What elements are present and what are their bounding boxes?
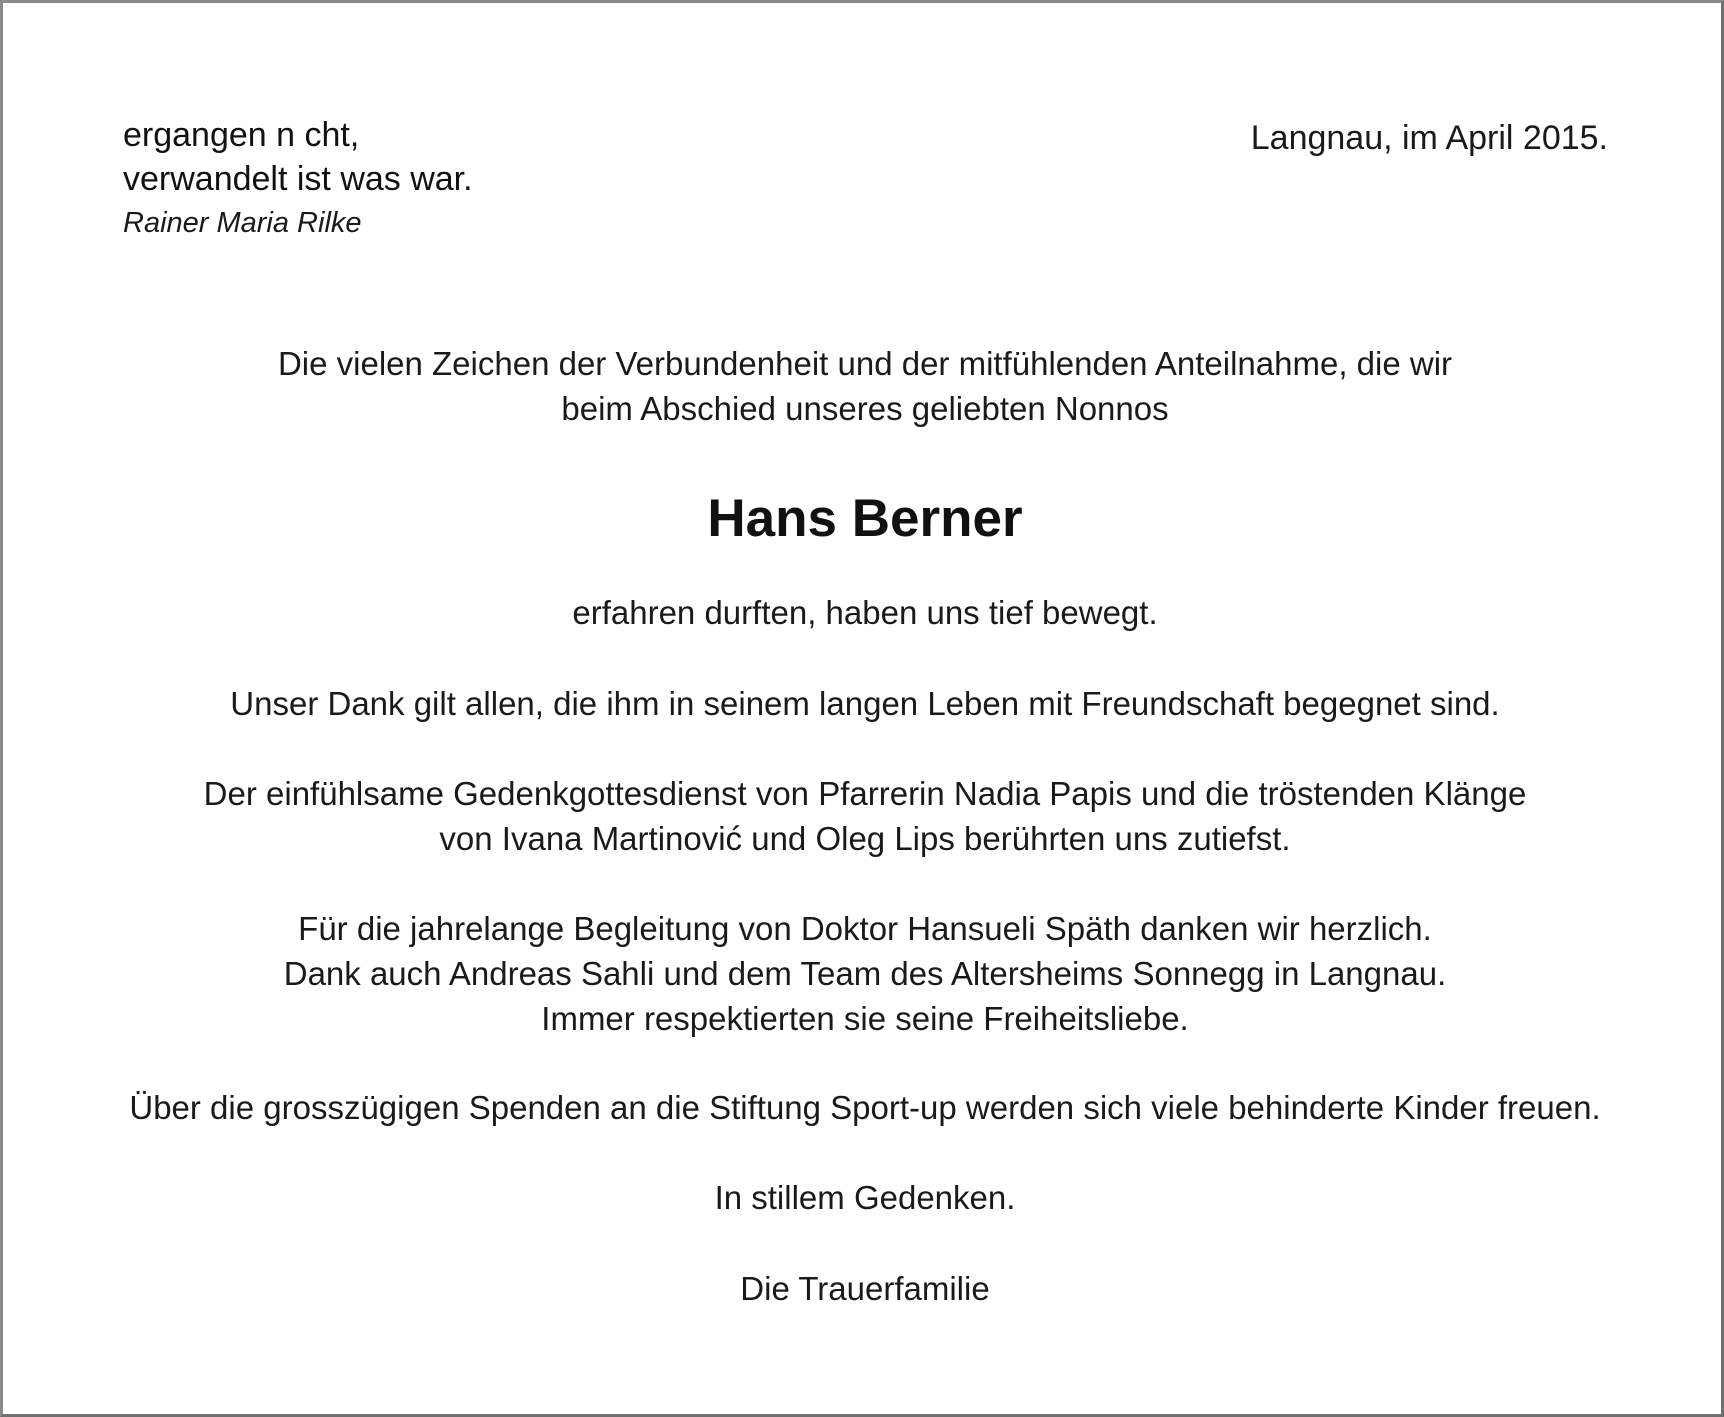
motto-author: Rainer Maria Rilke xyxy=(123,207,362,239)
care-line-3: Immer respektierten sie seine Freiheitsliebe. xyxy=(541,1000,1189,1037)
donations-paragraph xyxy=(3,1085,1724,1130)
intro-line-1: Die vielen Zeichen der Verbundenheit und der mitfühlenden Anteilnahme, die wir xyxy=(277,345,1453,382)
intro-line-2: beim Abschied unseres geliebten Nonnos xyxy=(561,390,1169,427)
care-line-2: Dank auch Andreas Sahli und dem Team des Altersheims Sonnegg in Langnau. xyxy=(283,955,1447,992)
service-paragraph xyxy=(3,771,1724,861)
signature-line: Die Trauerfamilie xyxy=(740,1270,990,1307)
after-name-paragraph xyxy=(3,590,1724,635)
deceased-name-block xyxy=(3,487,1724,551)
motto-line-1: ergangen n cht, xyxy=(123,116,360,154)
place-date: Langnau, im April 2015. xyxy=(1250,119,1608,157)
thanks-friends-line: Unser Dank gilt allen, die ihm in seinem langen Leben mit Freundschaft begegnet sind. xyxy=(230,685,1500,722)
thanks-friends-paragraph xyxy=(3,681,1724,726)
motto-quote xyxy=(123,113,683,243)
service-line-2: von Ivana Martinović und Oleg Lips berührten uns zutiefst. xyxy=(439,820,1291,857)
motto-line-2: verwandelt ist was war. xyxy=(123,160,473,198)
signature-paragraph xyxy=(3,1266,1724,1311)
service-line-1: Der einfühlsame Gedenkgottesdienst von Pfarrerin Nadia Papis und die tröstenden Klänge xyxy=(203,775,1527,812)
care-paragraph xyxy=(3,906,1724,1041)
after-name-line: erfahren durften, haben uns tief bewegt. xyxy=(572,594,1158,631)
donations-line: Über die grosszügigen Spenden an die Stiftung Sport-up werden sich viele behinderte Kinder freuen. xyxy=(129,1089,1601,1126)
care-line-1: Für die jahrelange Begleitung von Doktor Hansueli Späth danken wir herzlich. xyxy=(298,910,1432,947)
intro-paragraph xyxy=(3,341,1724,431)
closing-paragraph xyxy=(3,1175,1724,1220)
closing-line: In stillem Gedenken. xyxy=(714,1179,1016,1216)
deceased-name: Hans Berner xyxy=(707,489,1023,548)
